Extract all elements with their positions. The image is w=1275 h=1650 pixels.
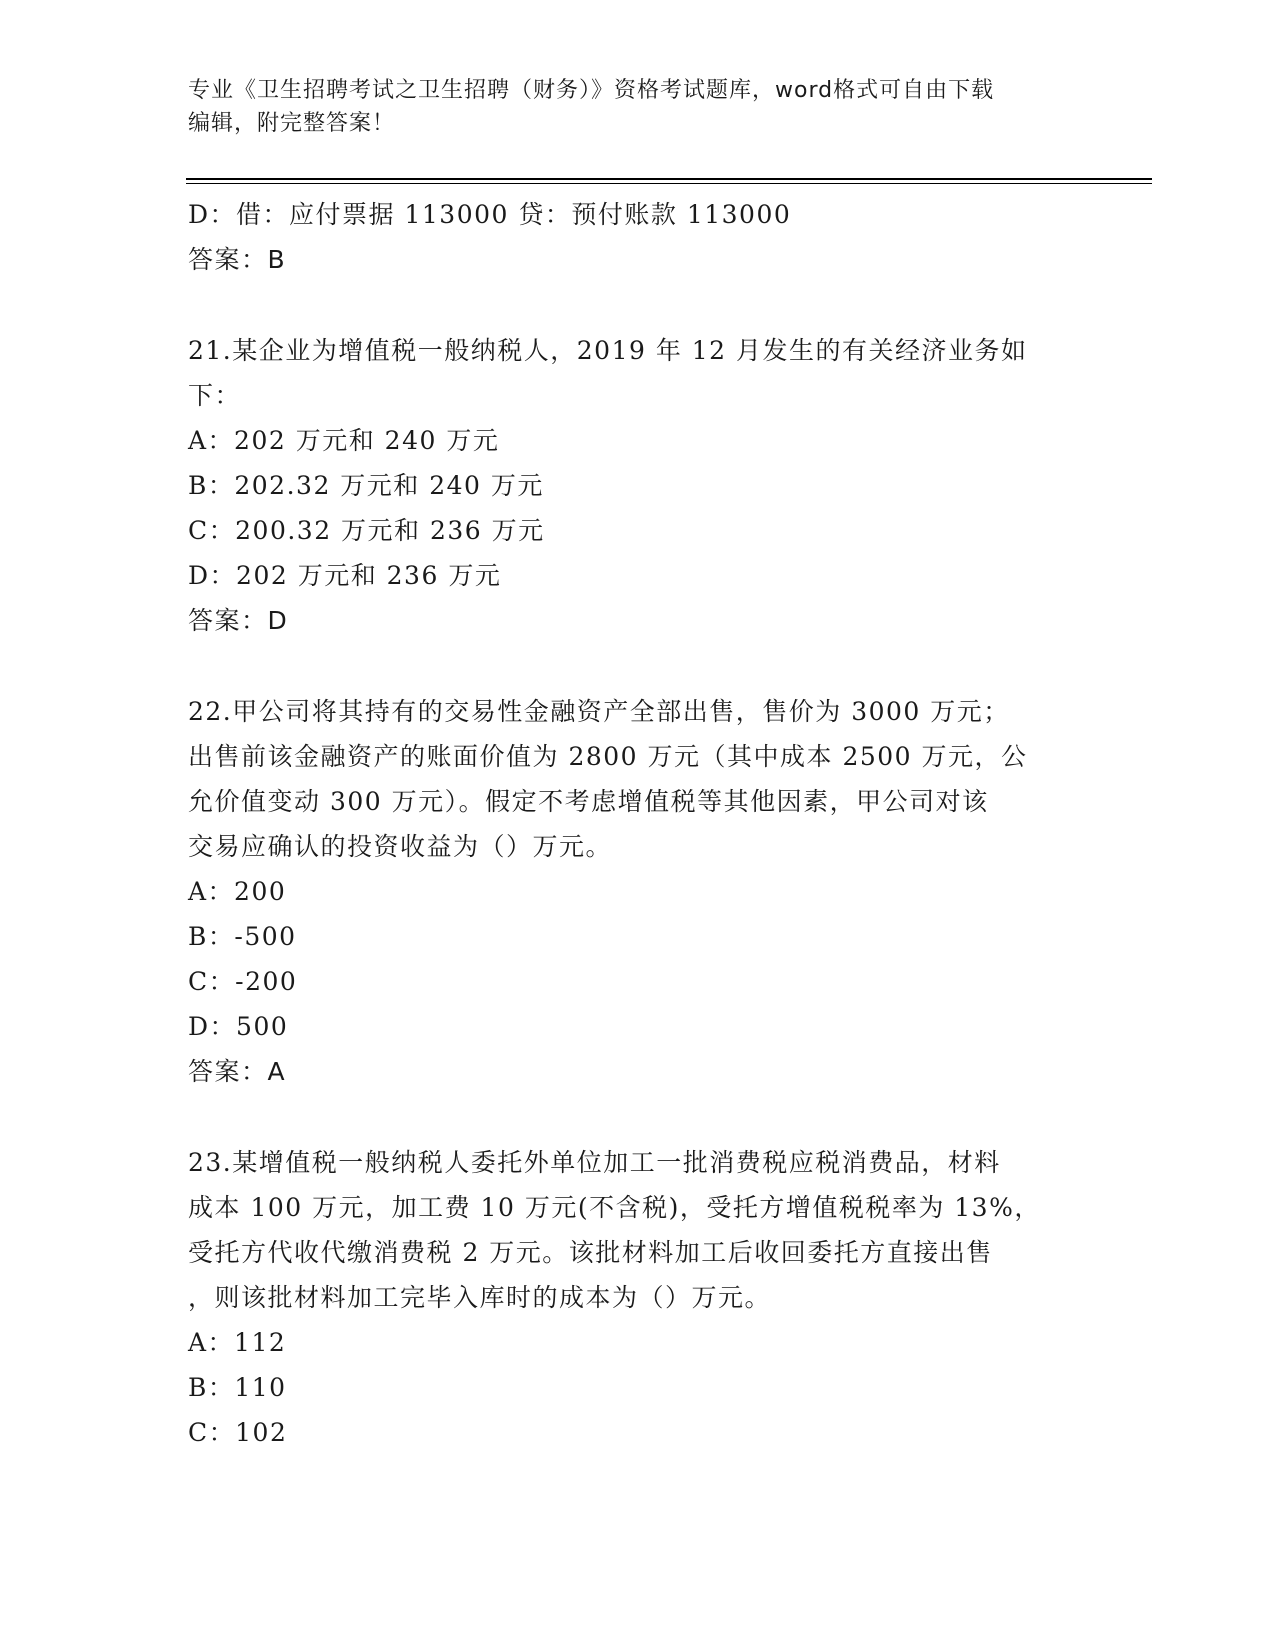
option-c: C：102 (188, 1418, 288, 1447)
answer-line: 答案：A (188, 1057, 287, 1086)
answer-line: 答案：B (188, 245, 287, 274)
option-b: B：110 (188, 1373, 287, 1402)
option-d: D：202 万元和 236 万元 (188, 561, 502, 590)
option-a: A：202 万元和 240 万元 (188, 426, 500, 455)
previous-question-tail (188, 192, 1088, 282)
question-23 (188, 1140, 1088, 1455)
question-text-line: 交易应确认的投资收益为（）万元。 (188, 832, 613, 861)
header-rule-thick (186, 178, 1152, 180)
option-c: C：200.32 万元和 236 万元 (188, 516, 545, 545)
option-d: D：借：应付票据 113000 贷：预付账款 113000 (188, 200, 792, 229)
question-21 (188, 328, 1088, 643)
question-22 (188, 689, 1088, 1094)
header-rule-thin (186, 183, 1152, 184)
question-text-line: 下： (188, 381, 242, 410)
option-a: A：112 (188, 1328, 287, 1357)
spacer (188, 643, 1088, 689)
document-header (188, 74, 1088, 140)
option-b: B：-500 (188, 922, 297, 951)
option-d: D：500 (188, 1012, 289, 1041)
option-c: C：-200 (188, 967, 298, 996)
option-a: A：200 (188, 877, 287, 906)
header-line-1: 专业《卫生招聘考试之卫生招聘（财务）》资格考试题库，word格式可自由下载 (188, 78, 995, 103)
question-text-line: 21.某企业为增值税一般纳税人，2019 年 12 月发生的有关经济业务如 (188, 336, 1028, 365)
document-body (188, 192, 1088, 1455)
question-text-line: 22.甲公司将其持有的交易性金融资产全部出售，售价为 3000 万元； (188, 697, 1010, 726)
answer-line: 答案：D (188, 606, 289, 635)
header-line-2: 编辑，附完整答案！ (188, 111, 396, 136)
question-text-line: 受托方代收代缴消费税 2 万元。该批材料加工后收回委托方直接出售 (188, 1238, 993, 1267)
spacer (188, 282, 1088, 328)
question-text-line: 允价值变动 300 万元）。假定不考虑增值税等其他因素，甲公司对该 (188, 787, 989, 816)
question-text-line: 出售前该金融资产的账面价值为 2800 万元（其中成本 2500 万元，公 (188, 742, 1028, 771)
question-text-line: ，则该批材料加工完毕入库时的成本为（）万元。 (188, 1283, 772, 1312)
spacer (188, 1094, 1088, 1140)
option-b: B：202.32 万元和 240 万元 (188, 471, 544, 500)
question-text-line: 23.某增值税一般纳税人委托外单位加工一批消费税应税消费品，材料 (188, 1148, 1001, 1177)
question-text-line: 成本 100 万元，加工费 10 万元(不含税)，受托方增值税税率为 13%， (188, 1193, 1041, 1222)
